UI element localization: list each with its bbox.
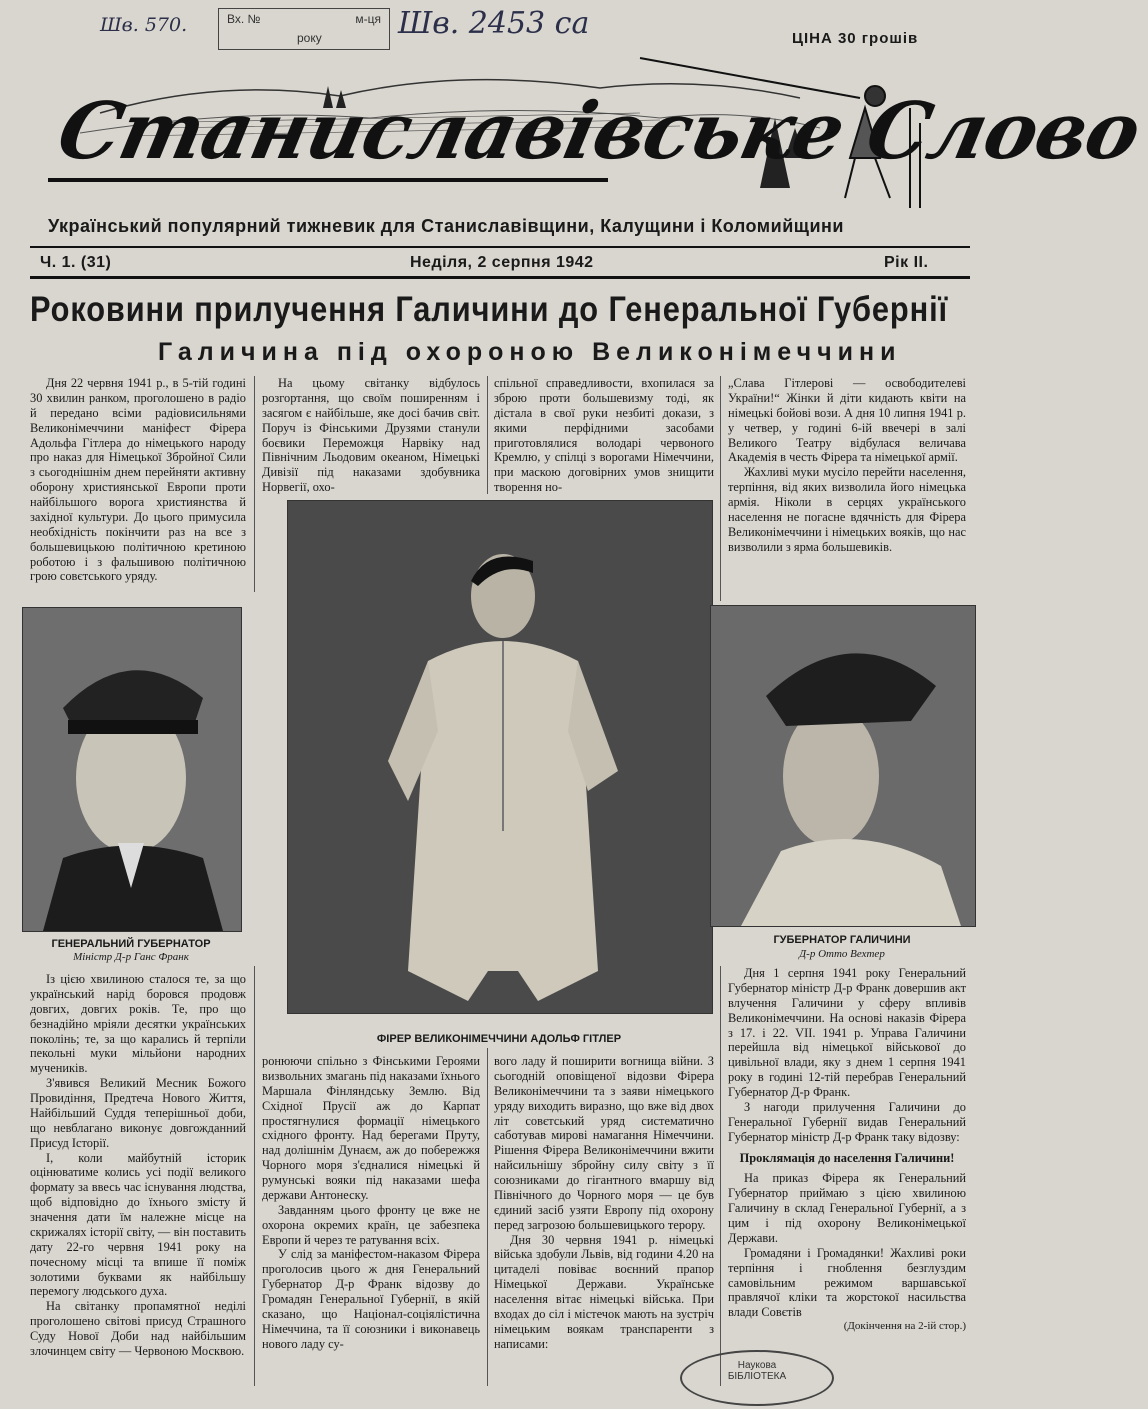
masthead-subtitle: Український популярний тижневик для Станиславівщини, Калущини і Коломийщини	[48, 216, 844, 236]
stamp-text: Вх. №	[227, 12, 261, 26]
date-rule	[30, 276, 970, 279]
paragraph: Жахливі муки мусіло перейти населення, терпіння, від яких визволила його німецька армія. Ніколи в серцях українського населення не погасне вдячність для Фірера Великонімеччини і німецьких вояків, що нас визволили з ярма большевиків.	[728, 465, 966, 554]
paragraph: Дня 22 червня 1941 р., в 5-тій годині 30 хвилин ранком, проголошено в радіо й передано всіми радіовисильнями Великонімеччини маніфест Фірера Адольфа Гітлера до німецького народу про наказ для Німецької Збройної Сили з сьогоднішнім днем перейняти активну оборону християнської Европи проти найбільшого ворога християнства й західної культури. До цього примусила необхідність покінчити раз на все з большевицькою політичною кретиною роботою і з фальшивою політичною грою совєтського уряду.	[30, 376, 246, 584]
paragraph: І, коли майбутній історик оцінюватиме колись усі події великого формату за ввесь час існування людства, щоб відповідно до їхнього змісту й значення дати їм належне місце на скрижалях історії світу, — він поставить дату 22-го червня 1941 року на почесному місці та впише її поміж золотими буквами як найбільшу перемогу людського духа.	[30, 1150, 246, 1299]
paragraph: ронюючи спільно з Фінськими Героями визвольних змагань під наказами їхнього Маршала Фінляндську Землю. Від Східної Прусії аж до Карпат простягнулися формації німецького східного фронту. Над берегами Пруту, над долішнім Дунаєм, аж до побережжя Чорного моря з'єдналися німецькі й румунські вояки під наказами шефа держави Антонеску.	[262, 1054, 480, 1202]
article-column-3-top	[494, 376, 714, 495]
paragraph: Громадяни і Громадянки! Жахливі роки терпіння і гноблення безглуздим самовільним режимом варшавської правлячої кліки та жорстокої насильства влади Совєтів	[728, 1245, 966, 1320]
library-stamp	[680, 1350, 834, 1406]
masthead-underline	[48, 178, 608, 182]
top-rule	[30, 246, 970, 248]
photo-right-caption: ГУБЕРНАТОР ГАЛИЧИНИ	[773, 934, 911, 946]
paragraph: З'явився Великий Месник Божого Провидіння, Предтеча Нового Життя, Найбільший Суддя теперішньої доби, що невблагано виконує довгожданний Присуд Історії.	[30, 1076, 246, 1150]
paragraph: На цьому світанку відбулось розгортання, що своїм поширенням і засягом є найбільше, яке досі бачив світ. Поруч із Фінськими Друзями станули боєвики Переможця Нарвіку над Північним Льодовим океаном, Німецькі Дивізії під наказами здобувника Норвегії, охо-	[262, 376, 480, 495]
portrait-silhouette	[288, 501, 712, 1013]
column-divider	[487, 1048, 488, 1386]
photo-left-caption: ГЕНЕРАЛЬНИЙ ГУБЕРНАТОР	[51, 938, 211, 950]
stamp-text: м-ця	[355, 12, 381, 26]
paragraph: Дня 30 червня 1941 р. німецькі війська здобули Львів, від години 4.20 на цитаделі повіває воєнний прапор Німецької Держави. Українське населення вітає німецькі війська. При входах до сіл і містечок мають на зустріч німецьким воякам транспаренти з написами:	[494, 1232, 714, 1351]
paragraph: спільної справедливости, вхопилася за зброю проти большевизму тоді, як дістала в свої руки незбиті докази, з якими перфідними засобами приготовлялися володарі червоного Кремлю, у спілці з ворогами Німеччини, при маскою договірних умов знищити творення но-	[494, 376, 714, 495]
main-headline: Роковини прилучення Галичини до Генеральної Губернії	[30, 290, 949, 329]
paragraph: На світанку пропамятної неділі проголошено світові присуд Страшного Суду Нової Доби над найбільшим злочинцем світу — Червоною Москвою.	[30, 1299, 246, 1358]
paragraph: З нагоди прилучення Галичини до Генеральної Губернії видав Генеральний Губернатор міністр Д-р Франк таку відозву:	[728, 1099, 966, 1144]
photo-right-subcaption: Д-р Отто Вехтер	[799, 948, 885, 960]
portrait-silhouette	[23, 608, 241, 931]
article-column-1-bottom	[30, 972, 246, 1359]
article-column-3-bottom	[494, 1054, 714, 1352]
paragraph: „Слава Гітлерові — освободителеві України!“ Жінки й діти кидають квіти на німецькі бойові вози. А дня 10 липня 1941 р. у четвер, у годині 6-ій ввечері в залі Великого Театру відбулася величава Академія в честь Фірера та німецької армії.	[728, 376, 966, 465]
proclamation-title: Проклямація до населення Галичини!	[739, 1150, 955, 1165]
price: ЦІНА 30 грошів	[792, 30, 919, 47]
portrait-photo-frank	[22, 607, 242, 932]
paragraph: вого ладу й поширити вогнища війни. З сьогодній оповіщеної відозви Фірера Великонімеччини та з заяви німецького уряду виходить виразно, що вже від двох літ совєтський уряд систематично саботував мирові намагання Німеччини. Рішення Фірера Великонімеччини вжити найсильнішу збройну силу світу з її союзниками до гігантного вмаршу від Північного до Чорного моря — це був єдиний засіб узяти Европу під охорону перед загрозою большевицького терору.	[494, 1054, 714, 1232]
photo-left-subcaption: Міністр Д-р Ганс Франк	[73, 951, 189, 963]
issue-date: Неділя, 2 серпня 1942	[410, 254, 594, 271]
issue-year: Рік II.	[884, 254, 929, 271]
photo-center-caption: ФІРЕР ВЕЛИКОНІМЕЧЧИНИ АДОЛЬФ ГІТЛЕР	[376, 1033, 622, 1045]
paragraph: Дня 1 серпня 1941 року Генеральний Губернатор міністр Д-р Франк довершив акт влучення Галичини у сферу впливів Великонімеччини. На основі наказів Фірера з 17. і 22. VII. 1941 р. Управа Галичини перейшла від німецької військової до цивільної влади, яку з днем 1 серпня 1941 року в годині 12-тій перебрав Генеральний Губернатор Д-р Франк.	[728, 966, 966, 1099]
sub-headline: Галичина під охороною Великонімеччини	[158, 338, 902, 366]
column-divider	[254, 376, 255, 592]
article-column-2-bottom	[262, 1054, 480, 1352]
column-divider	[720, 376, 721, 601]
portrait-photo-hitler	[287, 500, 713, 1014]
column-divider	[720, 966, 721, 1386]
masthead-title: Станиславівське Слово	[50, 86, 1148, 177]
column-divider	[254, 966, 255, 1386]
continuation-note: (Докінчення на 2-ій стор.)	[843, 1320, 966, 1333]
handwritten-shelfmark-left: Шв. 570.	[100, 14, 188, 36]
paragraph: На приказ Фірера як Генеральний Губернатор приймаю з цією хвилиною Галичину в склад Генеральної Губернії, а з цим і під охорону Великонімецької Держави.	[728, 1171, 966, 1245]
paragraph: Завданням цього фронту це вже не охорона окремих країн, це забезпека Европи й через те ратування всіх.	[262, 1202, 480, 1247]
article-column-1-top	[30, 376, 246, 584]
stamp-text: БІБЛІОТЕКА	[727, 1371, 787, 1382]
portrait-photo-waechter	[710, 605, 976, 927]
column-divider	[487, 376, 488, 494]
portrait-silhouette	[711, 606, 975, 926]
handwritten-shelfmark-right: Шв. 2453 са	[398, 6, 590, 41]
article-column-4-bottom	[728, 966, 966, 1333]
registry-stamp	[218, 8, 390, 50]
article-column-4-top	[728, 376, 966, 555]
paragraph: У слід за маніфестом-наказом Фірера проголосив цього ж дня Генеральний Губернатор Д-р Франк відозву до Громадян Генеральної Губернії, в якій сказано, що Націонал-соціялістична Німеччина, та її союзники і виконавець нового ладу су-	[262, 1247, 480, 1351]
stamp-text: Наукова	[737, 1360, 777, 1371]
article-column-2-top	[262, 376, 480, 495]
issue-number: Ч. 1. (31)	[40, 254, 112, 271]
paragraph: Із цією хвилиною сталося те, за що український нарід боровся продовж довгих, довгих років. Те, про що безнадійно мріяли десятки українських поколінь; те, за що карались й терпіли пекольні муки мільйони народних мучеників.	[30, 972, 246, 1076]
stamp-text: року	[297, 31, 322, 45]
